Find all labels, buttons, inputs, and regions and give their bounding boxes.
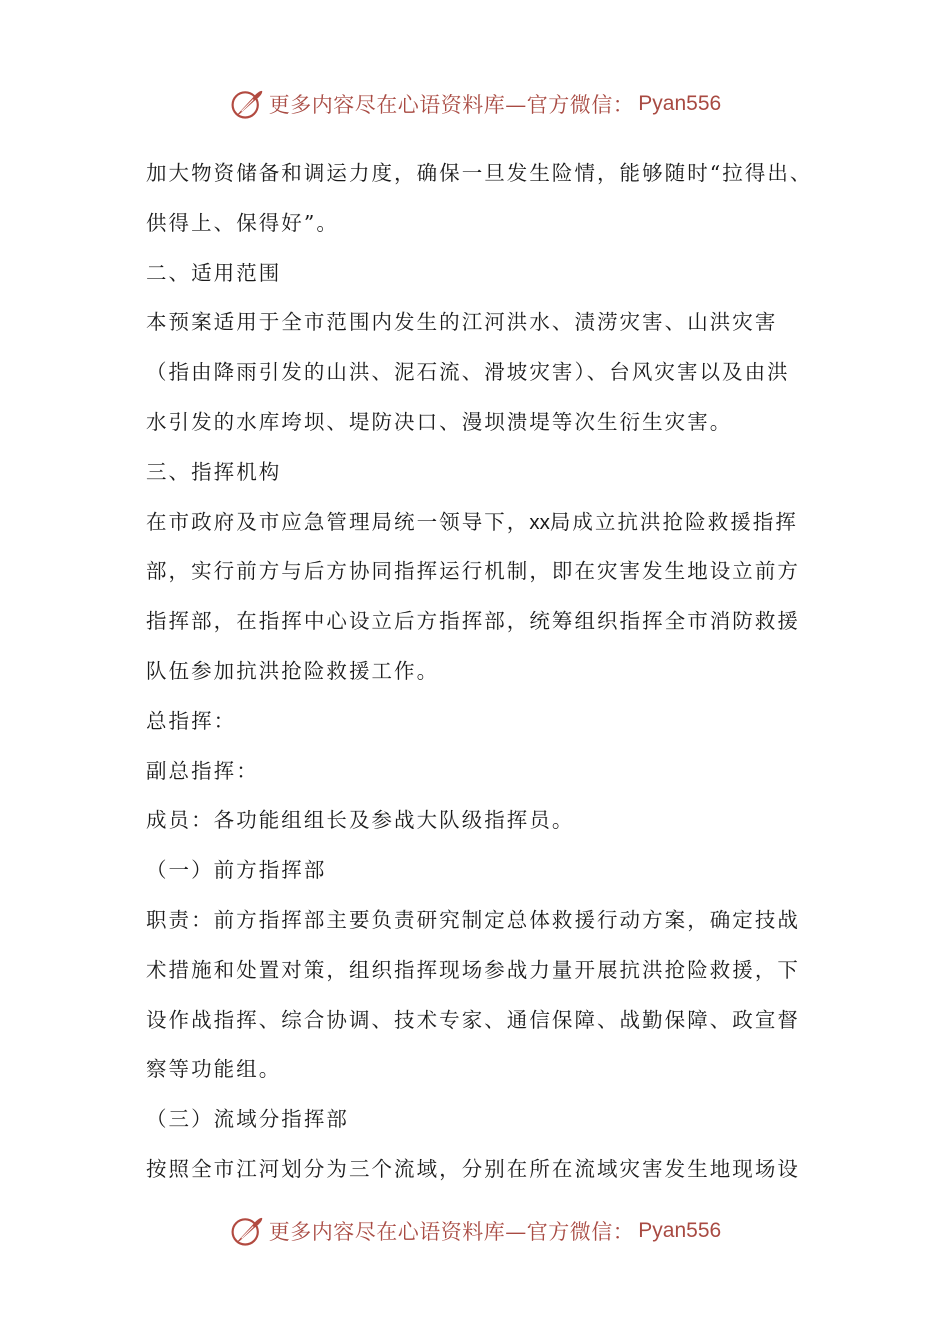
text-segment: 在市政府及市应急管理局统一领导下， xyxy=(146,509,530,534)
text-line: 职责：前方指挥部主要负责研究制定总体救援行动方案，确定技战 xyxy=(146,907,800,932)
subsection-heading: （三）流域分指挥部 xyxy=(146,1107,349,1132)
text-line: 部，实行前方与后方协同指挥运行机制，即在灾害发生地设立前方 xyxy=(146,559,800,584)
placeholder-bureau-name: xx xyxy=(529,510,550,534)
watermark-text: 更多内容尽在心语资料库—官方微信： xyxy=(268,1220,635,1244)
text-segment: 局成立抗洪抢险救援指挥 xyxy=(549,509,798,534)
text-line xyxy=(146,498,811,548)
section-heading: 二、适用范围 xyxy=(146,260,282,285)
text-line: （指由降雨引发的山洪、泥石流、滑坡灾害）、台风灾害以及由洪 xyxy=(146,360,790,385)
text-line: 副总指挥： xyxy=(146,758,259,783)
text-line: 队伍参加抗洪抢险救援工作。 xyxy=(146,658,440,683)
watermark-wechat-id: Pyan556 xyxy=(638,1219,722,1242)
quill-logo-icon xyxy=(229,86,265,122)
subsection-heading: （一）前方指挥部 xyxy=(146,858,327,883)
watermark-text: 更多内容尽在心语资料库—官方微信： xyxy=(268,93,635,117)
text-line: 本预案适用于全市范围内发生的江河洪水、渍涝灾害、山洪灾害 xyxy=(146,310,778,335)
text-line: 成员：各功能组组长及参战大队级指挥员。 xyxy=(146,808,575,833)
watermark-wechat-id: Pyan556 xyxy=(638,92,722,115)
text-line: 加大物资储备和调运力度，确保一旦发生险情，能够随时“拉得出、 xyxy=(146,161,813,185)
text-line: 总指挥： xyxy=(146,708,237,733)
footer-watermark xyxy=(0,1211,950,1251)
section-heading: 三、指挥机构 xyxy=(146,459,282,484)
header-watermark xyxy=(0,84,950,124)
quill-logo-icon xyxy=(229,1213,265,1249)
text-line: 察等功能组。 xyxy=(146,1057,282,1082)
text-line: 设作战指挥、综合协调、技术专家、通信保障、战勤保障、政宣督 xyxy=(146,1007,800,1032)
text-line: 水引发的水库垮坝、堤防决口、漫坝溃堤等次生衍生灾害。 xyxy=(146,409,733,434)
text-line: 指挥部，在指挥中心设立后方指挥部，统筹组织指挥全市消防救援 xyxy=(146,609,800,634)
text-line: 供得上、保得好”。 xyxy=(146,210,339,235)
text-line: 按照全市江河划分为三个流域，分别在所在流域灾害发生地现场设 xyxy=(146,1156,800,1181)
document-body xyxy=(146,149,811,1195)
text-line: 术措施和处置对策，组织指挥现场参战力量开展抗洪抢险救援，下 xyxy=(146,957,800,982)
